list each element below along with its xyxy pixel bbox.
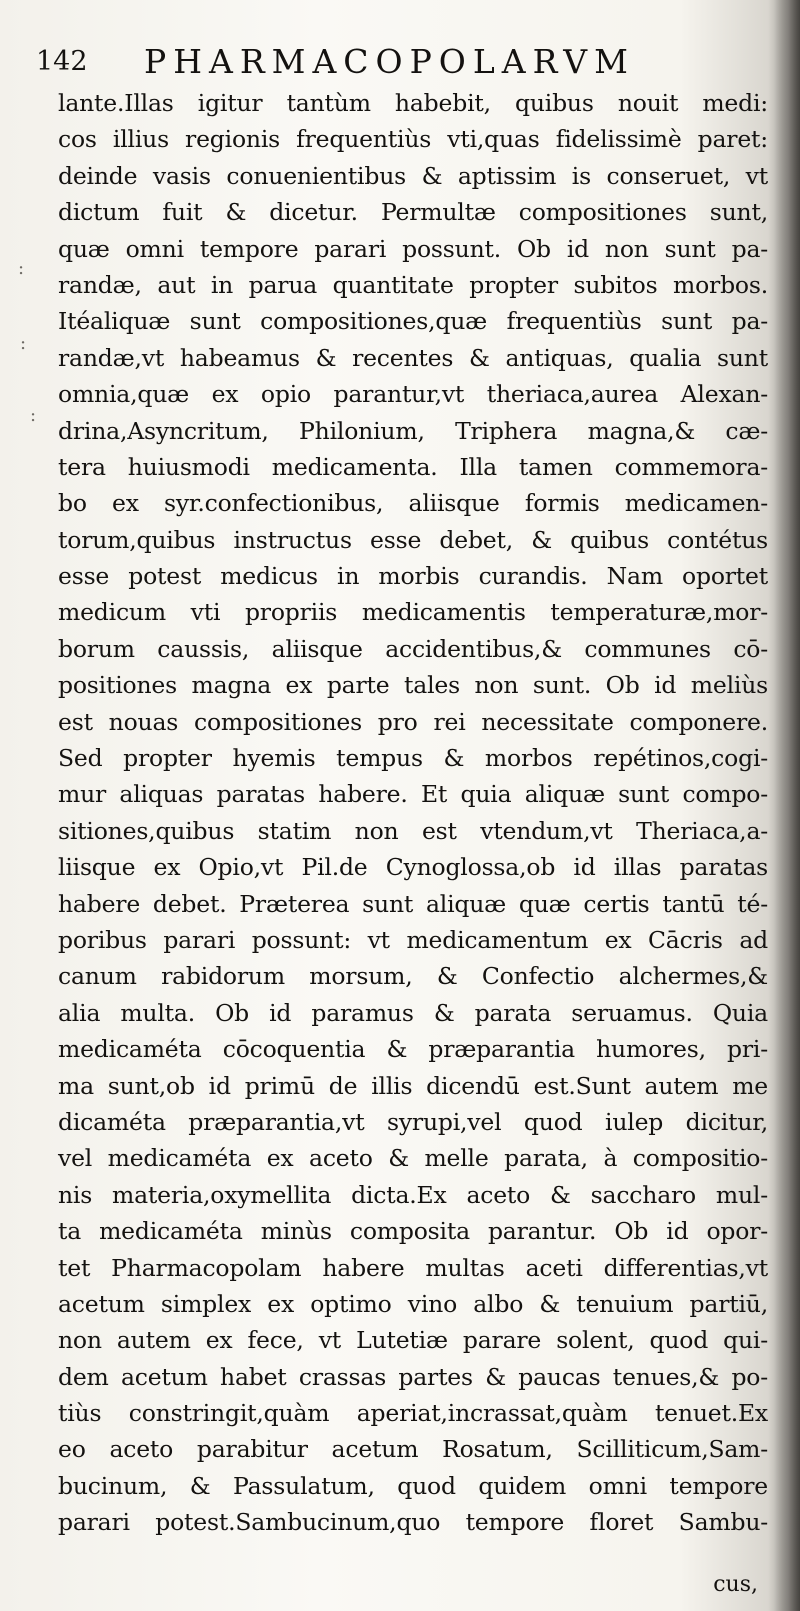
margin-mark: : <box>18 258 25 279</box>
text-line: non autem ex fece, vt Lutetiæ parare solent, quod qui- <box>58 1326 768 1355</box>
margin-mark: : <box>20 333 27 354</box>
text-line: poribus parari possunt: vt medicamentum ex Cācris ad <box>58 925 768 954</box>
text-line: drina,Asyncritum, Philonium, Triphera magna,& cæ- <box>58 416 768 445</box>
text-line: bucinum, & Passulatum, quod quidem omni tempore <box>58 1471 768 1500</box>
text-line: ta medicaméta minùs composita parantur. Ob id opor- <box>58 1217 768 1246</box>
text-line: est nouas compositiones pro rei necessitate componere. <box>58 707 768 736</box>
text-line: sitiones,quibus statim non est vtendum,vt Theriaca,a- <box>58 816 768 845</box>
text-line: dicaméta præparantia,vt syrupi,vel quod iulep dicitur, <box>58 1107 768 1136</box>
text-line: alia multa. Ob id paramus & parata seruamus. Quia <box>58 998 768 1027</box>
text-line: randæ,vt habeamus & recentes & antiquas, qualia sunt <box>58 343 768 372</box>
text-line: esse potest medicus in morbis curandis. Nam oportet <box>58 562 768 591</box>
text-line: canum rabidorum morsum, & Confectio alchermes,& <box>58 962 768 991</box>
text-line: borum caussis, aliisque accidentibus,& communes cō- <box>58 634 768 663</box>
page-number: 142 <box>36 46 88 77</box>
text-line: tet Pharmacopolam habere multas aceti differentias,vt <box>58 1253 768 1282</box>
text-line: deinde vasis conuenientibus & aptissim is conseruet, vt <box>58 161 768 190</box>
text-line: bo ex syr.confectionibus, aliisque formis medicamen- <box>58 489 768 518</box>
text-line: positiones magna ex parte tales non sunt. Ob id meliùs <box>58 671 768 700</box>
catchword: cus, <box>713 1572 758 1597</box>
text-line: ma sunt,ob id primū de illis dicendū est.Sunt autem me <box>58 1071 768 1100</box>
running-title: PHARMACOPOLARVM <box>144 42 635 81</box>
body-text <box>58 85 768 1541</box>
text-line: medicaméta cōcoquentia & præparantia humores, pri- <box>58 1035 768 1064</box>
text-line: vel medicaméta ex aceto & melle parata, à compositio- <box>58 1144 768 1173</box>
text-line: quæ omni tempore parari possunt. Ob id non sunt pa- <box>58 234 768 263</box>
text-line: tiùs constringit,quàm aperiat,incrassat,quàm tenuet.Ex <box>58 1399 768 1428</box>
text-line: medicum vti propriis medicamentis temperaturæ,mor- <box>58 598 768 627</box>
text-line: omnia,quæ ex opio parantur,vt theriaca,aurea Alexan- <box>58 380 768 409</box>
text-line: acetum simplex ex optimo vino albo & tenuium partiū, <box>58 1289 768 1318</box>
text-line: Itéaliquæ sunt compositiones,quæ frequentiùs sunt pa- <box>58 307 768 336</box>
page-header <box>36 42 716 86</box>
text-line: lante.Illas igitur tantùm habebit, quibus nouit medi: <box>58 89 768 117</box>
page-edge-shadow <box>774 0 800 1611</box>
text-line: dictum fuit & dicetur. Permultæ compositiones sunt, <box>58 198 768 227</box>
text-line: nis materia,oxymellita dicta.Ex aceto & saccharo mul- <box>58 1180 768 1209</box>
text-line: eo aceto parabitur acetum Rosatum, Scilliticum,Sam- <box>58 1435 768 1464</box>
text-line: parari potest.Sambucinum,quo tempore floret Sambu- <box>58 1508 768 1537</box>
text-line: habere debet. Præterea sunt aliquæ quæ certis tantū té- <box>58 889 768 918</box>
text-line: tera huiusmodi medicamenta. Illa tamen commemora- <box>58 452 768 481</box>
margin-mark: : <box>30 405 37 426</box>
text-line: randæ, aut in parua quantitate propter subitos morbos. <box>58 270 768 299</box>
text-line: Sed propter hyemis tempus & morbos repétinos,cogi- <box>58 744 768 773</box>
text-line: torum,quibus instructus esse debet, & quibus contétus <box>58 525 768 554</box>
text-line: mur aliquas paratas habere. Et quia aliquæ sunt compo- <box>58 780 768 809</box>
text-line: liisque ex Opio,vt Pil.de Cynoglossa,ob id illas paratas <box>58 853 768 882</box>
text-line: cos illius regionis frequentiùs vti,quas fidelissimè paret: <box>58 125 768 154</box>
text-line: dem acetum habet crassas partes & paucas tenues,& po- <box>58 1362 768 1391</box>
